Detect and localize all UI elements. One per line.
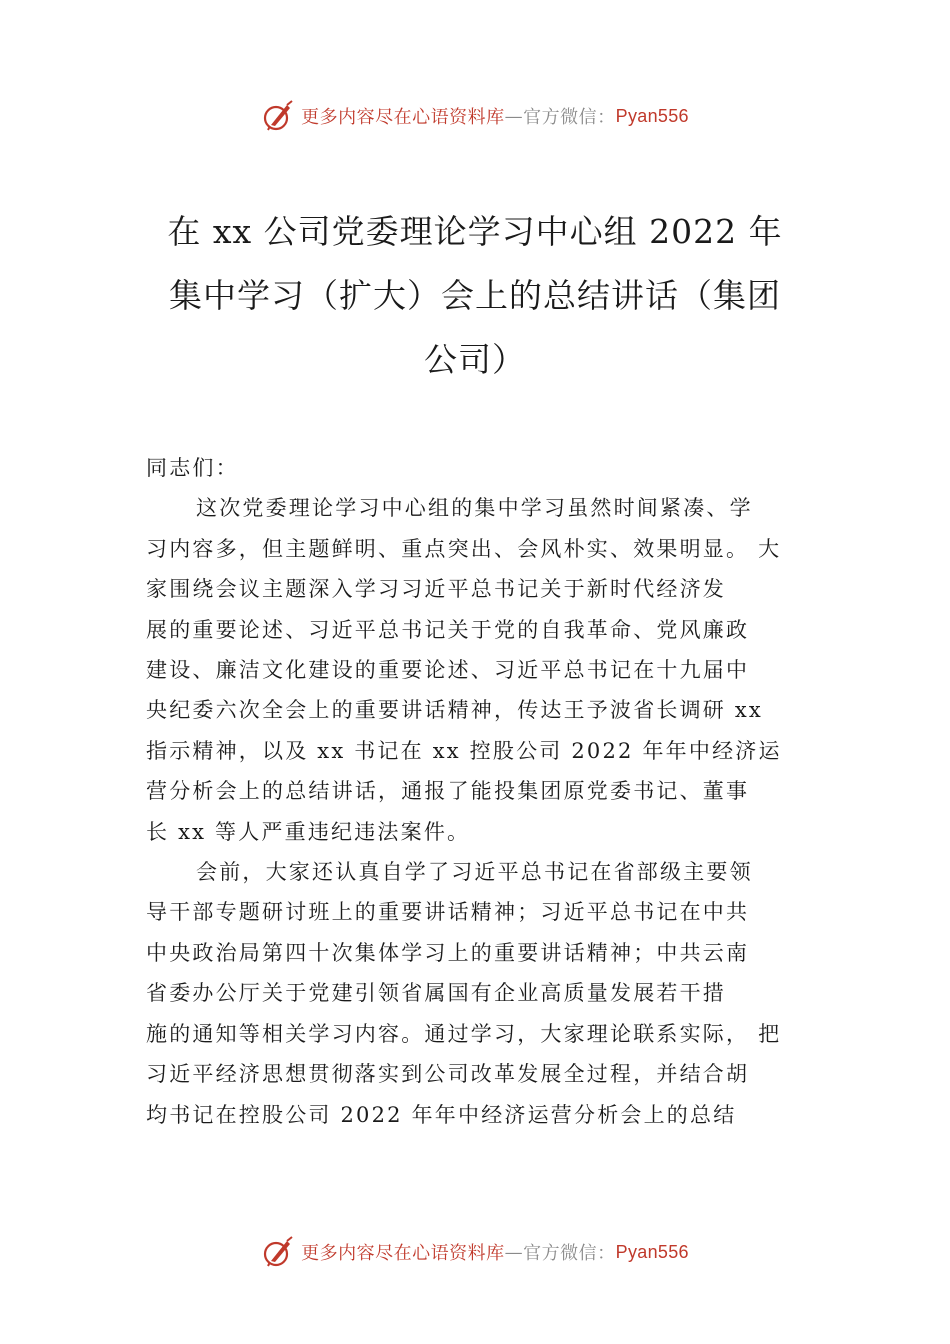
paragraph-2-line: 均书记在控股公司 2022 年年中经济运营分析会上的总结 (146, 1102, 737, 1127)
paragraph-1-line: 建设、廉洁文化建设的重要论述、习近平总书记在十九届中 (146, 658, 750, 683)
watermark-wechat-id: Pyan556 (615, 105, 689, 126)
paragraph-2-line: 中央政治局第四十次集体学习上的重要讲话精神；中共云南 (146, 940, 750, 965)
watermark-wechat-id: Pyan556 (615, 1241, 689, 1262)
title-line-1: 在 xx 公司党委理论学习中心组 2022 年 (167, 212, 783, 251)
paragraph-1-line: 长 xx 等人严重违纪违法案件。 (146, 819, 471, 844)
quill-pen-icon (261, 1235, 295, 1269)
document-title (110, 200, 840, 392)
paragraph-2-line: 会前，大家还认真自学了习近平总书记在省部级主要领 (196, 860, 753, 885)
paragraph-1-line: 央纪委六次全会上的重要讲话精神，传达王予波省长调研 xx (146, 698, 763, 723)
quill-pen-icon (261, 99, 295, 133)
watermark-separator: — (504, 1241, 524, 1263)
paragraph-1-line: 家围绕会议主题深入学习习近平总书记关于新时代经济发 (146, 577, 726, 602)
watermark-wechat-label: 官方微信： (523, 107, 616, 128)
paragraph-2-line: 习近平经济思想贯彻落实到公司改革发展全过程，并结合胡 (146, 1062, 750, 1087)
paragraph-1-line: 习内容多，但主题鲜明、重点突出、会风朴实、效果明显。 大 (146, 536, 782, 561)
paragraph-2-line: 省委办公厅关于党建引领省属国有企业高质量发展若干措 (146, 981, 726, 1006)
title-line-3: 公司） (424, 340, 526, 379)
paragraph-2-line: 施的通知等相关学习内容。通过学习，大家理论联系实际， 把 (146, 1021, 782, 1046)
watermark-wechat-label: 官方微信： (523, 1243, 616, 1264)
watermark-separator: — (504, 105, 524, 127)
title-line-2: 集中学习（扩大）会上的总结讲话（集团 (169, 276, 781, 315)
watermark-text: 更多内容尽在心语资料库 (301, 107, 505, 128)
paragraph-1-line: 这次党委理论学习中心组的集中学习虽然时间紧凑、学 (196, 496, 753, 521)
greeting: 同志们： (146, 456, 239, 480)
header-watermark (0, 96, 950, 136)
paragraph-1-line: 指示精神，以及 xx 书记在 xx 控股公司 2022 年年中经济运 (146, 738, 782, 763)
paragraph-1-line: 展的重要论述、习近平总书记关于党的自我革命、党风廉政 (146, 617, 750, 642)
paragraph-1-line: 营分析会上的总结讲话，通报了能投集团原党委书记、董事 (146, 779, 750, 804)
paragraph-2-line: 导干部专题研讨班上的重要讲话精神；习近平总书记在中共 (146, 900, 750, 925)
document-body (146, 448, 808, 1135)
footer-watermark (0, 1232, 950, 1272)
watermark-text: 更多内容尽在心语资料库 (301, 1243, 505, 1264)
